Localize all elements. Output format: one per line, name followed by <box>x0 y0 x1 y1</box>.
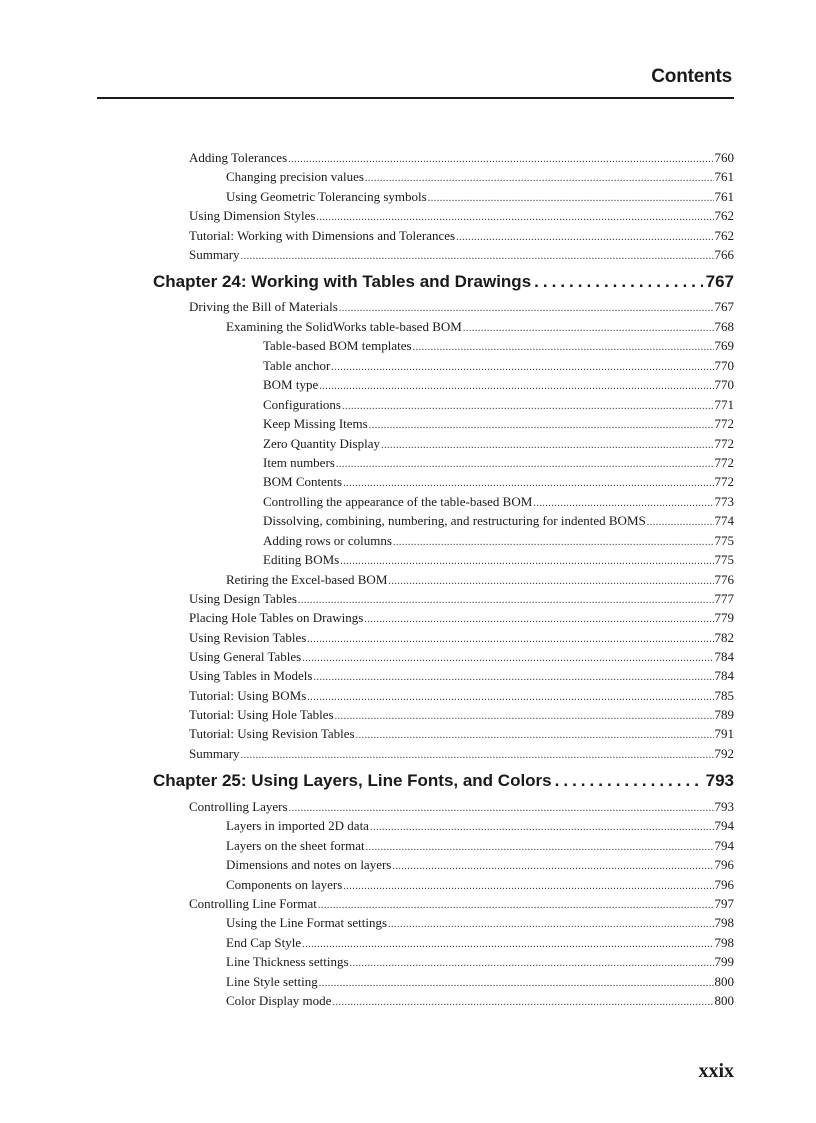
leader-dots <box>392 857 713 876</box>
toc-entry[interactable]: Using General Tables ..... 784 <box>189 647 734 668</box>
toc-entry[interactable]: Dissolving, combining, numbering, and restructuring for indented BOMS ..... 774 <box>263 511 734 532</box>
toc-entry[interactable]: BOM Contents ..... 772 <box>263 472 734 493</box>
toc-entry[interactable]: Layers on the sheet format ..... 794 <box>226 836 734 857</box>
page-header-title: Contents <box>651 66 732 87</box>
toc-entry[interactable]: Line Thickness settings ..... 799 <box>226 952 734 973</box>
toc-entry[interactable]: Layers in imported 2D data ..... 794 <box>226 816 734 837</box>
toc-entry[interactable]: Table-based BOM templates ..... 769 <box>263 336 734 357</box>
leader-dots <box>332 993 713 1012</box>
toc-entry[interactable]: Item numbers ..... 772 <box>263 453 734 474</box>
toc-entry[interactable]: Line Style setting ..... 800 <box>226 972 734 993</box>
leader-dots <box>365 169 714 188</box>
toc-entry[interactable]: BOM type ..... 770 <box>263 375 734 396</box>
toc-entry[interactable]: Tutorial: Using Hole Tables ..... 789 <box>189 705 734 726</box>
leader-dots <box>356 726 714 745</box>
toc-entry[interactable]: Placing Hole Tables on Drawings ..... 779 <box>189 608 734 629</box>
toc-entry[interactable]: Editing BOMs ..... 775 <box>263 550 734 571</box>
leader-dots <box>340 552 713 571</box>
toc-entry[interactable]: Configurations ..... 771 <box>263 395 734 416</box>
leader-dots <box>313 668 713 687</box>
toc-entry[interactable]: Using Dimension Styles ..... 762 <box>189 206 734 227</box>
toc-entry[interactable]: Using Revision Tables ..... 782 <box>189 628 734 649</box>
toc-entry[interactable]: Summary ..... 766 <box>189 245 734 266</box>
toc-entry[interactable]: Controlling Line Format ..... 797 <box>189 894 734 915</box>
toc-entry[interactable]: Table anchor ..... 770 <box>263 356 734 377</box>
leader-dots <box>369 416 714 435</box>
toc-entry[interactable]: End Cap Style ..... 798 <box>226 933 734 954</box>
leader-dots <box>339 299 714 318</box>
leader-dots <box>388 915 713 934</box>
toc-entry[interactable]: Adding Tolerances ..... 760 <box>189 148 734 169</box>
toc-entry[interactable]: Tutorial: Working with Dimensions and Tolerances ..... 762 <box>189 226 734 247</box>
toc-entry[interactable]: Using the Line Format settings ..... 798 <box>226 913 734 934</box>
toc-entry[interactable]: Using Geometric Tolerancing symbols ..... 761 <box>226 187 734 208</box>
toc-entry[interactable]: Examining the SolidWorks table-based BOM ..... 768 <box>226 317 734 338</box>
toc-entry[interactable]: Summary ..... 792 <box>189 744 734 765</box>
toc-entry[interactable]: Using Tables in Models ..... 784 <box>189 666 734 687</box>
leader-dots <box>364 610 713 629</box>
toc-entry[interactable]: Changing precision values ..... 761 <box>226 167 734 188</box>
toc-entry[interactable]: Tutorial: Using BOMs ..... 785 <box>189 686 734 707</box>
toc-entry[interactable]: Components on layers ..... 796 <box>226 875 734 896</box>
leader-dots <box>241 746 714 765</box>
leader-dots <box>413 338 714 357</box>
leader-dots <box>343 474 713 493</box>
leader-dots <box>319 377 713 396</box>
toc-entry[interactable]: Color Display mode ..... 800 <box>226 991 734 1012</box>
leader-dots <box>534 271 702 293</box>
toc-entry[interactable]: Controlling the appearance of the table-based BOM ..... 773 <box>263 492 734 513</box>
leader-dots <box>647 513 714 532</box>
toc-chapter-heading[interactable]: Chapter 25: Using Layers, Line Fonts, and Colors ..... 793 <box>153 770 734 792</box>
leader-dots <box>316 208 713 227</box>
toc-entry[interactable]: Keep Missing Items ..... 772 <box>263 414 734 435</box>
page-number: xxix <box>698 1060 734 1082</box>
header-rule <box>97 97 734 99</box>
toc-entry[interactable]: Controlling Layers ..... 793 <box>189 797 734 818</box>
toc-entry[interactable]: Adding rows or columns ..... 775 <box>263 531 734 552</box>
toc-entry[interactable]: Tutorial: Using Revision Tables ..... 791 <box>189 724 734 745</box>
toc-entry[interactable]: Driving the Bill of Materials ..... 767 <box>189 297 734 318</box>
leader-dots <box>555 770 703 792</box>
toc-entry[interactable]: Retiring the Excel-based BOM ..... 776 <box>226 570 734 591</box>
toc-entry[interactable]: Using Design Tables ..... 777 <box>189 589 734 610</box>
leader-dots <box>350 954 714 973</box>
leader-dots <box>241 247 714 266</box>
leader-dots <box>370 818 714 837</box>
toc-entry[interactable]: Dimensions and notes on layers ..... 796 <box>226 855 734 876</box>
toc-entry[interactable]: Zero Quantity Display ..... 772 <box>263 434 734 455</box>
toc-chapter-heading[interactable]: Chapter 24: Working with Tables and Drawings ..... 767 <box>153 271 734 293</box>
